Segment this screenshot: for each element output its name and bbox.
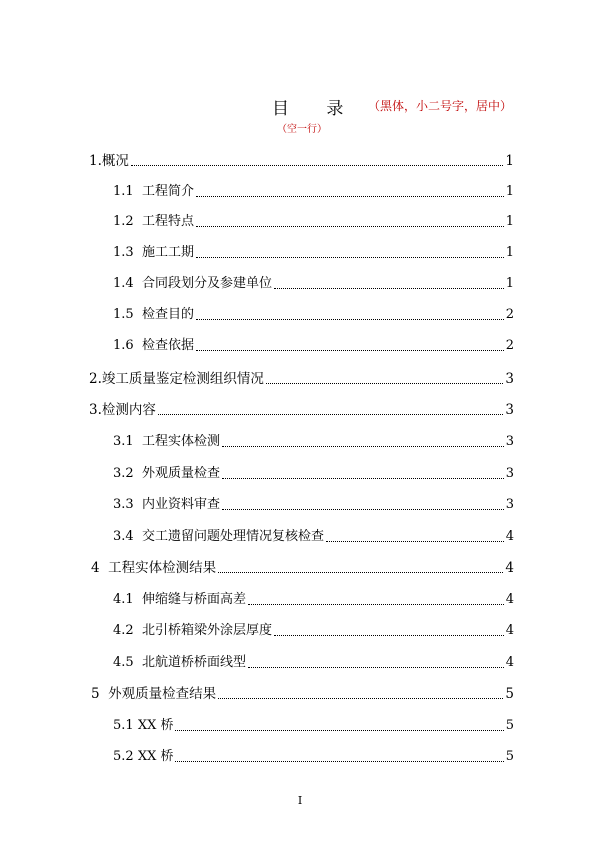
toc-entry-page-number: 4 — [505, 560, 514, 576]
toc-entry-label: 外观质量检查结果 — [108, 686, 217, 702]
dot-leader — [218, 571, 503, 573]
page-number: I — [297, 794, 303, 807]
toc-entry-label: 工程特点 — [141, 214, 194, 229]
page-title: 目 录 — [272, 99, 360, 119]
toc-entry[interactable] — [113, 212, 514, 232]
dot-leader — [131, 164, 504, 166]
toc-entry[interactable] — [89, 151, 514, 171]
toc-entry-number: 4.2 — [113, 623, 142, 638]
toc-entry-label: 工程简介 — [141, 184, 194, 199]
toc-entry-page-number: 1 — [505, 184, 514, 199]
toc-entry-number: 1. — [89, 153, 102, 169]
dot-leader — [158, 413, 504, 415]
dot-leader — [218, 697, 503, 699]
toc-entry-label: 检查依据 — [141, 338, 194, 353]
toc-entry-page-number: 3 — [505, 371, 514, 387]
toc-entry-number: 2. — [89, 371, 102, 387]
toc-entry-page-number: 1 — [505, 214, 514, 229]
toc-entry[interactable] — [89, 400, 514, 420]
toc-entry-page-number: 2 — [505, 338, 514, 353]
toc-entry-page-number: 1 — [505, 245, 514, 260]
blank-line-note: （空一行） — [277, 124, 327, 135]
toc-entry-page-number: 4 — [505, 623, 514, 638]
toc-entry-page-number: 3 — [505, 402, 514, 418]
toc-entry-label: 合同段划分及参建单位 — [141, 276, 272, 291]
toc-entry[interactable] — [113, 305, 514, 325]
title-format-note: （黑体，小二号字，居中） — [368, 99, 513, 113]
toc-entry-label: 施工工期 — [141, 245, 194, 260]
toc-entry-number: 3.4 — [113, 529, 142, 544]
toc-entry[interactable] — [113, 590, 514, 610]
toc-entry-number: 5 — [91, 686, 109, 702]
toc-entry[interactable] — [91, 684, 514, 704]
dot-leader — [196, 256, 504, 258]
toc-entry-page-number: 1 — [505, 276, 514, 291]
toc-entry-number: 3.1 — [113, 434, 142, 449]
toc-entry-page-number: 5 — [505, 749, 514, 764]
dot-leader — [248, 603, 504, 605]
toc-entry[interactable] — [91, 558, 514, 578]
title-row — [0, 94, 600, 118]
dot-leader — [266, 382, 504, 384]
toc-entry-label: XX 桥 — [137, 718, 174, 733]
toc-entry[interactable] — [113, 182, 514, 202]
dot-leader — [196, 318, 504, 320]
toc-entry-number: 5.1 — [113, 718, 138, 733]
toc-entry-page-number: 3 — [505, 497, 514, 512]
toc-entry-page-number: 4 — [505, 529, 514, 544]
toc-entry-page-number: 5 — [505, 718, 514, 733]
toc-entry-number: 3. — [89, 402, 102, 418]
toc-entry[interactable] — [113, 621, 514, 641]
toc-entry-label: 工程实体检测结果 — [108, 560, 217, 576]
dot-leader — [175, 760, 503, 762]
toc-entry[interactable] — [113, 336, 514, 356]
dot-leader — [274, 287, 504, 289]
toc-entry-label: 工程实体检测 — [141, 434, 220, 449]
toc-entry-page-number: 4 — [505, 592, 514, 607]
toc-entry-label: 概况 — [101, 153, 129, 169]
toc-entry-number: 4.1 — [113, 592, 142, 607]
toc-entry-page-number: 5 — [505, 686, 514, 702]
toc-entry-label: 北引桥箱梁外涂层厚度 — [141, 623, 272, 638]
toc-entry[interactable] — [113, 716, 514, 736]
toc-entry[interactable] — [113, 274, 514, 294]
dot-leader — [222, 508, 504, 510]
toc-entry-label: 北航道桥桥面线型 — [141, 655, 246, 670]
toc-entry-number: 1.5 — [113, 307, 142, 322]
toc-entry-page-number: 3 — [505, 466, 514, 481]
toc-entry-label: 检测内容 — [101, 402, 156, 418]
toc-entry-label: 检查目的 — [141, 307, 194, 322]
toc-entry-label: XX 桥 — [137, 749, 174, 764]
toc-entry-label: 伸缩缝与桥面高差 — [141, 592, 246, 607]
dot-leader — [326, 540, 504, 542]
toc-entry[interactable] — [113, 432, 514, 452]
toc-entry-number: 1.2 — [113, 214, 142, 229]
toc-entry[interactable] — [113, 464, 514, 484]
toc-entry-page-number: 4 — [505, 655, 514, 670]
toc-entry-number: 3.3 — [113, 497, 142, 512]
toc-entry-number: 1.6 — [113, 338, 142, 353]
toc-entry-label: 内业资料审查 — [141, 497, 220, 512]
dot-leader — [222, 477, 504, 479]
toc-entry-number: 3.2 — [113, 466, 142, 481]
toc-entry-page-number: 1 — [505, 153, 514, 169]
toc-entry-label: 竣工质量鉴定检测组织情况 — [101, 371, 264, 387]
toc-entry[interactable] — [89, 369, 514, 389]
toc-entry[interactable] — [113, 243, 514, 263]
toc-entry-number: 1.1 — [113, 184, 142, 199]
toc-entry[interactable] — [113, 653, 514, 673]
toc-entry-number: 4.5 — [113, 655, 142, 670]
dot-leader — [248, 666, 504, 668]
dot-leader — [175, 729, 503, 731]
dot-leader — [196, 195, 504, 197]
toc-entry-label: 交工遗留问题处理情况复核检查 — [141, 529, 324, 544]
dot-leader — [222, 445, 504, 447]
toc-entry-number: 4 — [91, 560, 109, 576]
dot-leader — [196, 225, 504, 227]
toc-entry-number: 1.3 — [113, 245, 142, 260]
toc-entry-page-number: 3 — [505, 434, 514, 449]
toc-entry[interactable] — [113, 495, 514, 515]
dot-leader — [274, 634, 504, 636]
toc-entry-number: 5.2 — [113, 749, 138, 764]
toc-entry-label: 外观质量检查 — [141, 466, 220, 481]
toc-entry[interactable] — [113, 747, 514, 767]
dot-leader — [196, 349, 504, 351]
toc-entry[interactable] — [113, 527, 514, 547]
toc-entry-page-number: 2 — [505, 307, 514, 322]
toc-entry-number: 1.4 — [113, 276, 142, 291]
